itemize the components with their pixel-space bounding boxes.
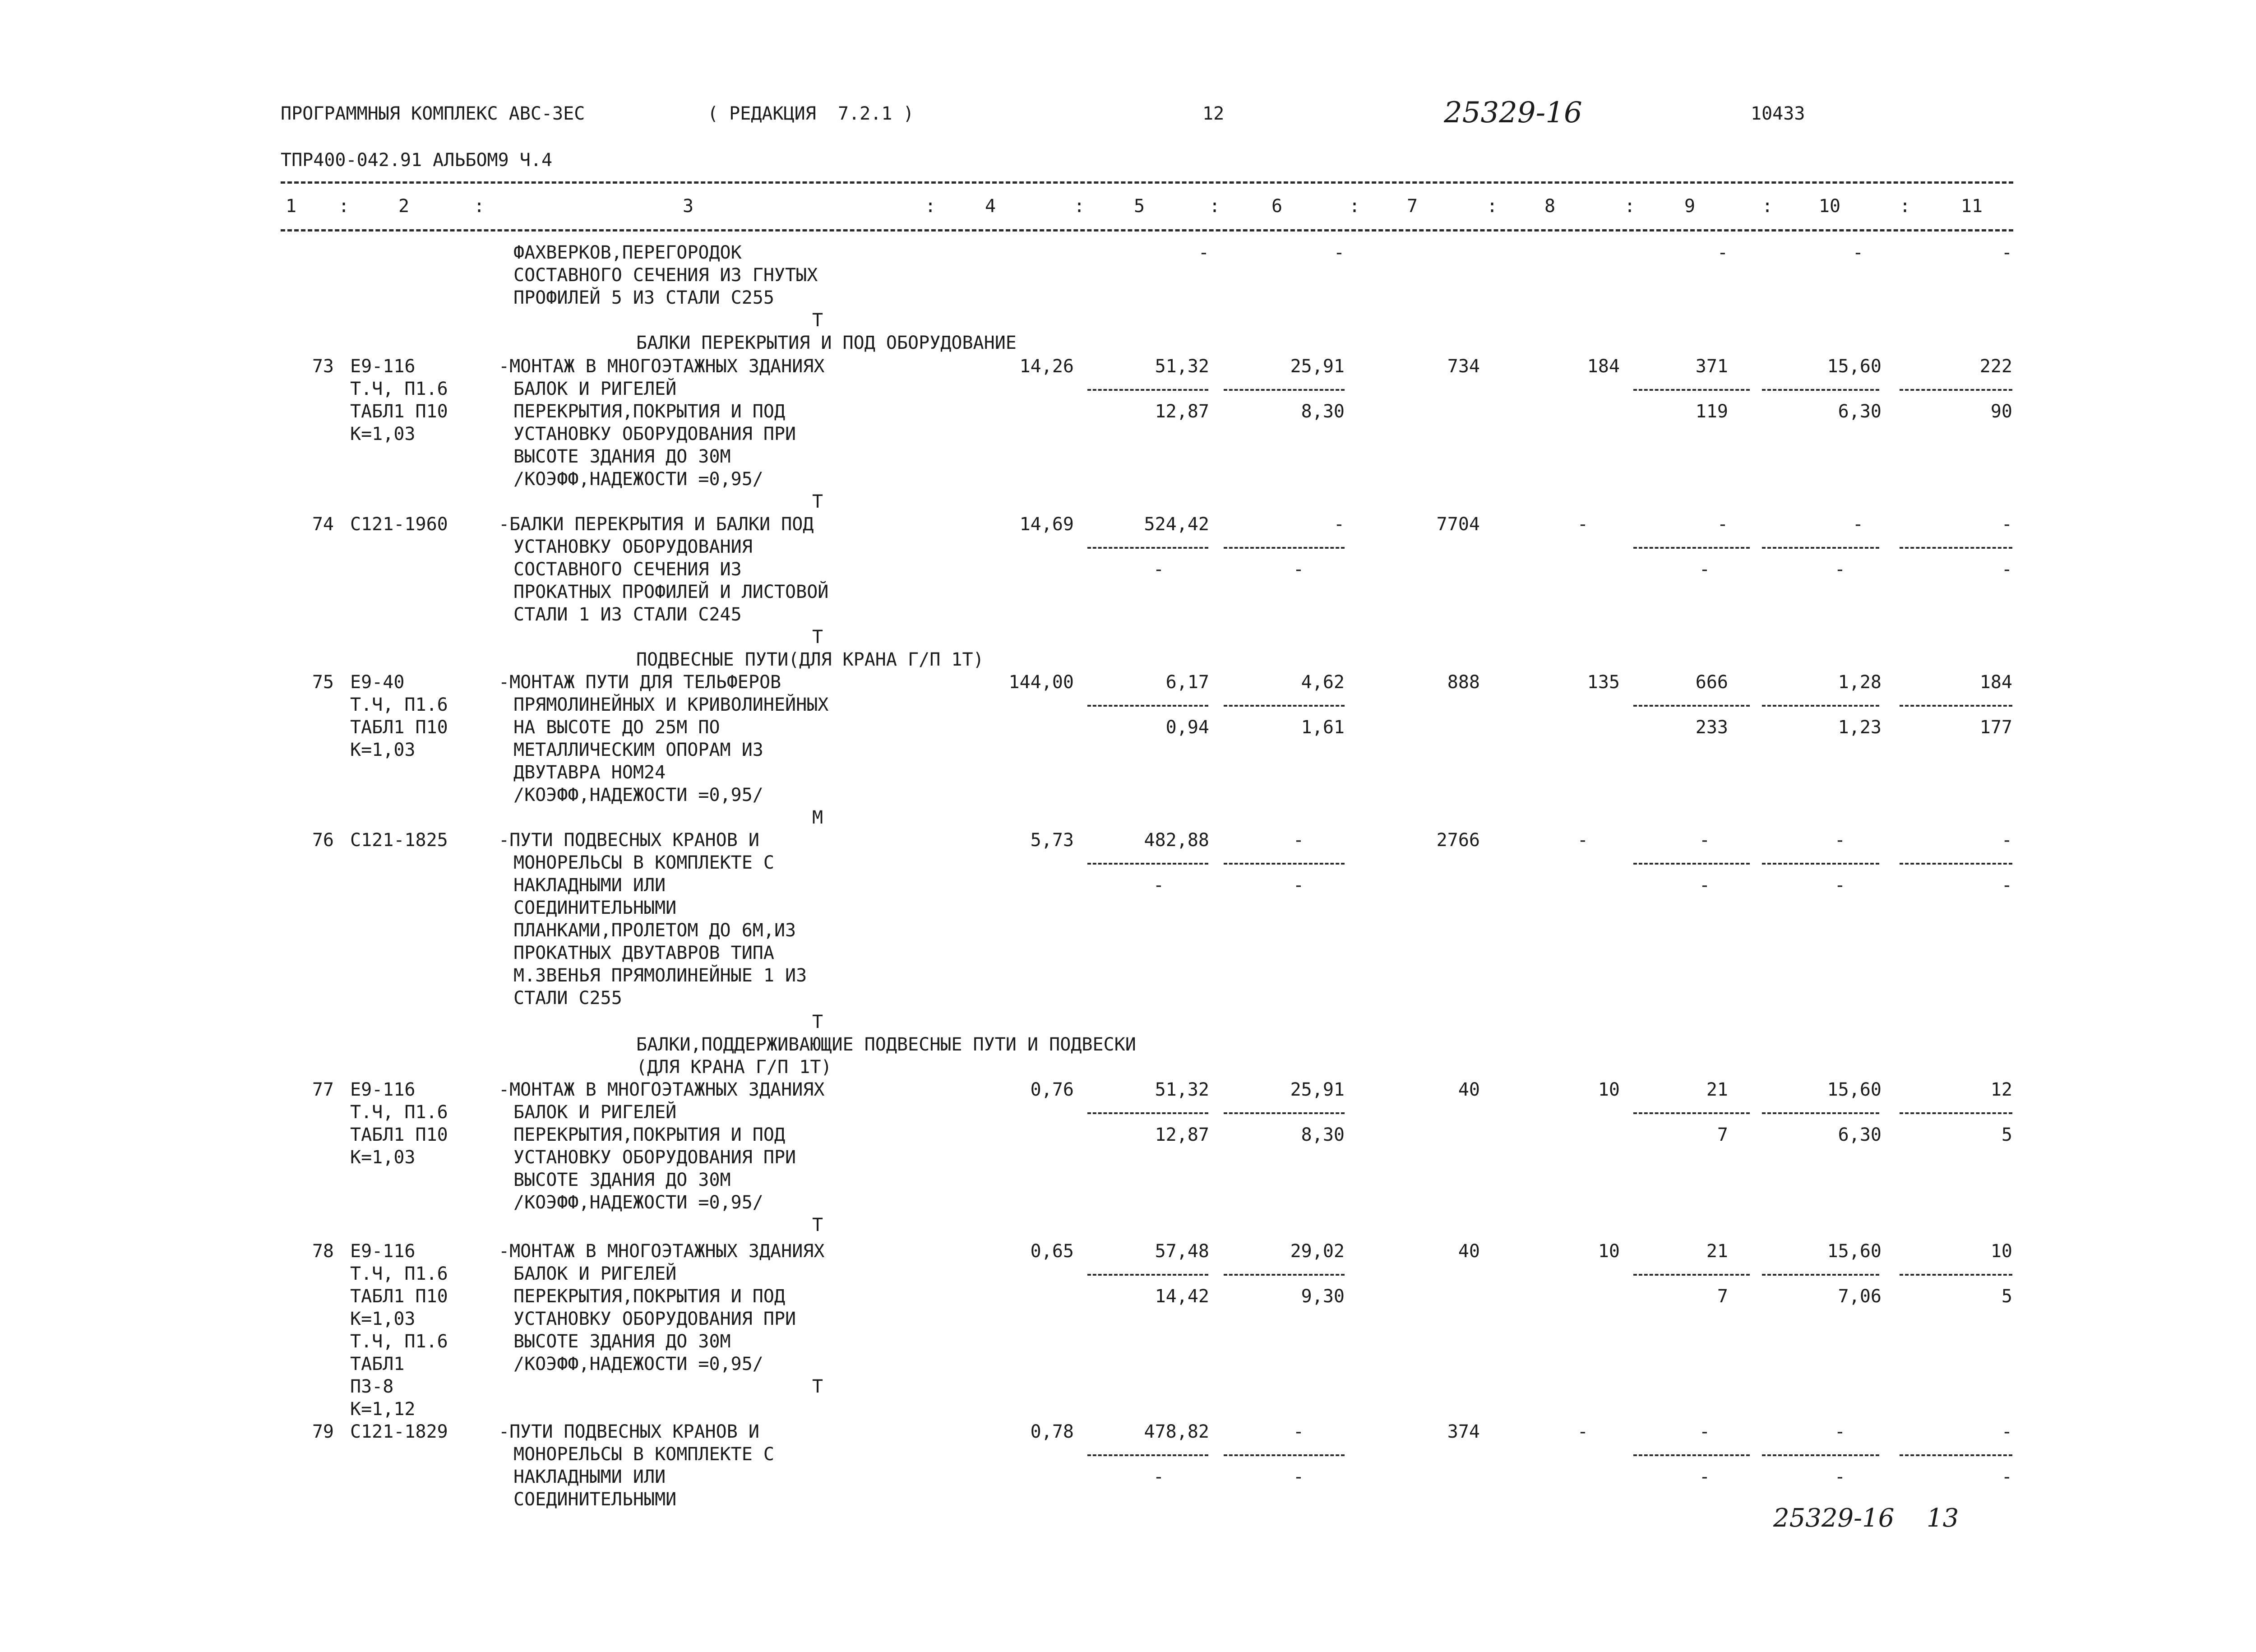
cell-divider xyxy=(1224,705,1345,707)
col-separator: : xyxy=(1762,196,1773,217)
row-number: 79 xyxy=(312,1421,334,1442)
cell-col7: 374 xyxy=(1447,1421,1480,1442)
row-code-line: Е9-40 xyxy=(350,672,405,693)
cell-col6-lower: 8,30 xyxy=(1301,401,1345,422)
row-code-line: Т.Ч, П1.6 xyxy=(350,379,448,399)
cell-col8: 135 xyxy=(1587,672,1620,693)
cell-col10: 1,28 xyxy=(1838,672,1882,693)
row-description-line: -МОНТАЖ В МНОГОЭТАЖНЫХ ЗДАНИЯХ xyxy=(499,1079,825,1100)
cell-col5-lower: 12,87 xyxy=(1155,1124,1209,1145)
cell-divider xyxy=(1224,1454,1345,1456)
row-description-line: ПЕРЕКРЫТИЯ,ПОКРЫТИЯ И ПОД xyxy=(513,401,786,422)
album-reference: ТПР400-042.91 АЛЬБОМ9 Ч.4 xyxy=(281,150,553,171)
row-code-line: К=1,03 xyxy=(350,1309,416,1329)
cell-divider xyxy=(1633,1112,1750,1114)
col-separator: : xyxy=(1209,196,1220,217)
cell-col10: 15,60 xyxy=(1827,1241,1882,1262)
row-description-line: /КОЭФФ,НАДЕЖОСТИ =0,95/ xyxy=(513,1354,763,1374)
row-description-line: УСТАНОВКУ ОБОРУДОВАНИЯ ПРИ xyxy=(513,1309,796,1329)
cell-col7: 40 xyxy=(1458,1079,1480,1100)
cell-col5: 524,42 xyxy=(1144,514,1209,535)
cell-col5-lower: - xyxy=(1153,875,1164,896)
col-header: 6 xyxy=(1271,196,1283,217)
row-description-line: /КОЭФФ,НАДЕЖОСТИ =0,95/ xyxy=(513,785,763,805)
row-description-line: ДВУТАВРА НОМ24 xyxy=(513,762,666,783)
row-code-line: Т.Ч, П1.6 xyxy=(350,1331,448,1352)
row-description-line: МОНОРЕЛЬСЫ В КОМПЛЕКТЕ С xyxy=(513,852,774,873)
cell-divider xyxy=(1900,547,2012,549)
cell-col6: - xyxy=(1333,514,1345,535)
row-description-line: МОНОРЕЛЬСЫ В КОМПЛЕКТЕ С xyxy=(513,1444,774,1465)
cell-col5: 6,17 xyxy=(1165,672,1209,693)
col-header: 7 xyxy=(1406,196,1418,217)
cell-col9-lower: 7 xyxy=(1717,1124,1728,1145)
cell-col11: 12 xyxy=(1990,1079,2012,1100)
cell-divider xyxy=(1900,389,2012,391)
cell-col10-lower: 7,06 xyxy=(1838,1286,1882,1307)
row-description-line: -ПУТИ ПОДВЕСНЫХ КРАНОВ И xyxy=(499,830,759,851)
cell-col8: 184 xyxy=(1587,356,1620,377)
col-separator: : xyxy=(925,196,936,217)
col-header: 9 xyxy=(1684,196,1696,217)
row-marker: Т xyxy=(812,1012,823,1032)
row-description-line: ПЛАНКАМИ,ПРОЛЕТОМ ДО 6М,ИЗ xyxy=(513,920,796,941)
row-description-line: ПРОКАТНЫХ ПРОФИЛЕЙ И ЛИСТОВОЙ xyxy=(513,582,829,602)
cell-divider xyxy=(1633,1454,1750,1456)
row-description-line: НА ВЫСОТЕ ДО 25М ПО xyxy=(513,717,720,738)
row-description-line: М.ЗВЕНЬЯ ПРЯМОЛИНЕЙНЫЕ 1 ИЗ xyxy=(513,965,807,986)
cell-col9-lower: 7 xyxy=(1717,1286,1728,1307)
col-header: 3 xyxy=(682,196,694,217)
cell-divider xyxy=(1633,705,1750,707)
cell-divider xyxy=(1087,1112,1208,1114)
cell-col6: 29,02 xyxy=(1290,1241,1345,1262)
row-number: 75 xyxy=(312,672,334,693)
cell-col9: - xyxy=(1717,242,1728,263)
col-header: 10 xyxy=(1818,196,1841,217)
cell-col7: 888 xyxy=(1447,672,1480,693)
row-description-line: -ПУТИ ПОДВЕСНЫХ КРАНОВ И xyxy=(499,1421,759,1442)
cell-col6: 25,91 xyxy=(1290,356,1345,377)
cell-divider xyxy=(1762,1274,1879,1276)
page-number: 12 xyxy=(1202,103,1225,124)
col-separator: : xyxy=(1624,196,1636,217)
row-code-line: К=1,12 xyxy=(350,1399,416,1420)
handwritten-footer-code: 25329-16 xyxy=(1773,1504,1895,1533)
col-separator: : xyxy=(1074,196,1085,217)
cell-divider xyxy=(1762,389,1879,391)
cell-col11: - xyxy=(2001,242,2012,263)
cell-col11: 10 xyxy=(1990,1241,2012,1262)
row-description-line: -МОНТАЖ ПУТИ ДЛЯ ТЕЛЬФЕРОВ xyxy=(499,672,781,693)
row-number: 74 xyxy=(312,514,334,535)
cell-col7: 734 xyxy=(1447,356,1480,377)
cell-divider xyxy=(1224,389,1345,391)
cell-col7: 2766 xyxy=(1436,830,1480,851)
cell-col6: - xyxy=(1293,830,1304,851)
cell-divider xyxy=(1900,1112,2012,1114)
cell-col9-lower: - xyxy=(1699,1467,1710,1487)
row-code-line: К=1,03 xyxy=(350,1147,416,1168)
section-title: ПОДВЕСНЫЕ ПУТИ(ДЛЯ КРАНА Г/П 1Т) xyxy=(636,649,984,670)
row-number: 77 xyxy=(312,1079,334,1100)
cell-col8: - xyxy=(1577,1421,1588,1442)
cell-col9-lower: 119 xyxy=(1695,401,1728,422)
col-header: 5 xyxy=(1133,196,1145,217)
cell-col11-lower: 177 xyxy=(1979,717,2012,738)
section-title: БАЛКИ,ПОДДЕРЖИВАЮЩИЕ ПОДВЕСНЫЕ ПУТИ И ПОДВЕСКИ xyxy=(636,1034,1136,1055)
row-code-line: С121-1960 xyxy=(350,514,448,535)
cell-divider xyxy=(1762,547,1879,549)
col-separator: : xyxy=(338,196,350,217)
cell-col10-lower: 6,30 xyxy=(1838,1124,1882,1145)
cell-col4: 0,65 xyxy=(1030,1241,1074,1262)
row-description-line: /КОЭФФ,НАДЕЖОСТИ =0,95/ xyxy=(513,1192,763,1213)
cell-col11: - xyxy=(2001,514,2012,535)
cell-divider xyxy=(1762,863,1879,865)
row-description-line: СТАЛИ С255 xyxy=(513,988,622,1009)
row-description-line: ВЫСОТЕ ЗДАНИЯ ДО 30М xyxy=(513,1331,731,1352)
col-header: 4 xyxy=(985,196,996,217)
cell-col6: 25,91 xyxy=(1290,1079,1345,1100)
cell-col5-lower: - xyxy=(1153,1467,1164,1487)
row-code-line: ТАБЛ1 П10 xyxy=(350,717,448,738)
cell-divider xyxy=(1087,1454,1208,1456)
cell-col6-lower: - xyxy=(1293,875,1304,896)
cell-col11: - xyxy=(2001,1421,2012,1442)
cell-divider xyxy=(1087,1274,1208,1276)
cell-col4: 0,76 xyxy=(1030,1079,1074,1100)
cell-divider xyxy=(1224,1274,1345,1276)
row-description-line: -БАЛКИ ПЕРЕКРЫТИЯ И БАЛКИ ПОД xyxy=(499,514,814,535)
cell-col10: - xyxy=(1852,242,1863,263)
cell-divider xyxy=(1087,705,1208,707)
col-separator: : xyxy=(1487,196,1498,217)
cell-col10: - xyxy=(1834,830,1845,851)
cell-col10-lower: 1,23 xyxy=(1838,717,1882,738)
cell-divider xyxy=(1224,1112,1345,1114)
row-description-line: ПРЯМОЛИНЕЙНЫХ И КРИВОЛИНЕЙНЫХ xyxy=(513,694,829,715)
cell-col7: 7704 xyxy=(1436,514,1480,535)
row-code-line: К=1,03 xyxy=(350,424,416,444)
cell-divider xyxy=(1762,705,1879,707)
col-separator: : xyxy=(474,196,485,217)
cell-col11-lower: 90 xyxy=(1990,401,2012,422)
cell-col11-lower: - xyxy=(2001,559,2012,580)
cell-divider xyxy=(1087,863,1208,865)
entry-marker: Т xyxy=(812,310,823,331)
row-description-line: ВЫСОТЕ ЗДАНИЯ ДО 30М xyxy=(513,446,731,467)
cell-divider xyxy=(1224,547,1345,549)
row-marker: Т xyxy=(812,491,823,512)
row-description-line: СОЕДИНИТЕЛЬНЫМИ xyxy=(513,1489,677,1510)
row-description-line: БАЛОК И РИГЕЛЕЙ xyxy=(513,1263,677,1284)
cell-col5-lower: 12,87 xyxy=(1155,401,1209,422)
entry-description-line: СОСТАВНОГО СЕЧЕНИЯ ИЗ ГНУТЫХ xyxy=(513,265,818,286)
cell-col5: 57,48 xyxy=(1155,1241,1209,1262)
cell-divider xyxy=(1087,547,1208,549)
cell-col6-lower: - xyxy=(1293,1467,1304,1487)
cell-col9: 21 xyxy=(1706,1241,1728,1262)
row-marker: Т xyxy=(812,1376,823,1397)
cell-col8: - xyxy=(1577,830,1588,851)
row-description-line: ПЕРЕКРЫТИЯ,ПОКРЫТИЯ И ПОД xyxy=(513,1286,786,1307)
cell-col4: 14,26 xyxy=(1019,356,1074,377)
cell-col6: 4,62 xyxy=(1301,672,1345,693)
cell-divider xyxy=(1762,1454,1879,1456)
cell-col6: - xyxy=(1333,242,1345,263)
cell-col9: 666 xyxy=(1695,672,1728,693)
row-code-line: Т.Ч, П1.6 xyxy=(350,694,448,715)
row-description-line: БАЛОК И РИГЕЛЕЙ xyxy=(513,1102,677,1123)
row-code-line: Т.Ч, П1.6 xyxy=(350,1263,448,1284)
cell-col6-lower: 9,30 xyxy=(1301,1286,1345,1307)
cell-col5-lower: - xyxy=(1153,559,1164,580)
row-code-line: П3-8 xyxy=(350,1376,394,1397)
cell-col9: 21 xyxy=(1706,1079,1728,1100)
cell-col4: 0,78 xyxy=(1030,1421,1074,1442)
row-number: 78 xyxy=(312,1241,334,1262)
row-description-line: УСТАНОВКУ ОБОРУДОВАНИЯ ПРИ xyxy=(513,1147,796,1168)
cell-col8: - xyxy=(1577,514,1588,535)
cell-col9: - xyxy=(1717,514,1728,535)
cell-col6-lower: 1,61 xyxy=(1301,717,1345,738)
row-code-line: С121-1829 xyxy=(350,1421,448,1442)
cell-divider xyxy=(1900,1454,2012,1456)
cell-col11: 184 xyxy=(1979,672,2012,693)
cell-col6-lower: - xyxy=(1293,559,1304,580)
cell-divider xyxy=(1087,389,1208,391)
row-number: 73 xyxy=(312,356,334,377)
program-edition: ( РЕДАКЦИЯ 7.2.1 ) xyxy=(707,103,914,124)
col-separator: : xyxy=(1900,196,1911,217)
row-code-line: К=1,03 xyxy=(350,740,416,760)
cell-col11: 222 xyxy=(1979,356,2012,377)
section-title: БАЛКИ ПЕРЕКРЫТИЯ И ПОД ОБОРУДОВАНИЕ xyxy=(636,333,1017,353)
cell-col11-lower: - xyxy=(2001,1467,2012,1487)
cell-col10: 15,60 xyxy=(1827,1079,1882,1100)
row-description-line: УСТАНОВКУ ОБОРУДОВАНИЯ xyxy=(513,537,753,557)
cell-divider xyxy=(1900,705,2012,707)
cell-col4: 144,00 xyxy=(1008,672,1074,693)
cell-col11-lower: - xyxy=(2001,875,2012,896)
entry-description-line: ФАХВЕРКОВ,ПЕРЕГОРОДОК xyxy=(513,242,742,263)
cell-divider xyxy=(1224,863,1345,865)
cell-col8: 10 xyxy=(1598,1241,1620,1262)
entry-description-line: ПРОФИЛЕЙ 5 ИЗ СТАЛИ С255 xyxy=(513,287,774,308)
row-code-line: Е9-116 xyxy=(350,1079,416,1100)
row-code-line: Т.Ч, П1.6 xyxy=(350,1102,448,1123)
cell-col5: 482,88 xyxy=(1144,830,1209,851)
cell-col9: - xyxy=(1699,1421,1710,1442)
cell-col5: 51,32 xyxy=(1155,1079,1209,1100)
col-separator: : xyxy=(1349,196,1360,217)
col-header: 1 xyxy=(285,196,297,217)
cell-col6: - xyxy=(1293,1421,1304,1442)
cell-col11: - xyxy=(2001,830,2012,851)
cell-col5: - xyxy=(1198,242,1209,263)
handwritten-footer-page: 13 xyxy=(1927,1504,1959,1533)
cell-col7: 40 xyxy=(1458,1241,1480,1262)
cell-col6-lower: 8,30 xyxy=(1301,1124,1345,1145)
row-description-line: -МОНТАЖ В МНОГОЭТАЖНЫХ ЗДАНИЯХ xyxy=(499,356,825,377)
cell-divider xyxy=(1762,1112,1879,1114)
row-code-line: Е9-116 xyxy=(350,356,416,377)
document-number: 10433 xyxy=(1751,103,1805,124)
row-code-line: С121-1825 xyxy=(350,830,448,851)
row-description-line: НАКЛАДНЫМИ ИЛИ xyxy=(513,1467,666,1487)
cell-col9-lower: - xyxy=(1699,875,1710,896)
cell-col5: 478,82 xyxy=(1144,1421,1209,1442)
section-subtitle: (ДЛЯ КРАНА Г/П 1Т) xyxy=(636,1057,832,1078)
row-code-line: ТАБЛ1 П10 xyxy=(350,1286,448,1307)
row-description-line: БАЛОК И РИГЕЛЕЙ xyxy=(513,379,677,399)
cell-col11-lower: 5 xyxy=(2001,1286,2012,1307)
row-code-line: Е9-116 xyxy=(350,1241,416,1262)
row-marker: Т xyxy=(812,627,823,648)
cell-col10: 15,60 xyxy=(1827,356,1882,377)
cell-col10: - xyxy=(1834,1421,1845,1442)
handwritten-doc-code: 25329-16 xyxy=(1444,96,1582,130)
cell-divider xyxy=(1633,1274,1750,1276)
row-description-line: МЕТАЛЛИЧЕСКИМ ОПОРАМ ИЗ xyxy=(513,740,763,760)
cell-col10-lower: - xyxy=(1834,1467,1845,1487)
cell-col5: 51,32 xyxy=(1155,356,1209,377)
row-description-line: СТАЛИ 1 ИЗ СТАЛИ С245 xyxy=(513,604,742,625)
cell-divider xyxy=(1633,547,1750,549)
row-code-line: ТАБЛ1 xyxy=(350,1354,405,1374)
cell-col4: 5,73 xyxy=(1030,830,1074,851)
cell-col9-lower: - xyxy=(1699,559,1710,580)
row-code-line: ТАБЛ1 П10 xyxy=(350,1124,448,1145)
cell-col8: 10 xyxy=(1598,1079,1620,1100)
cell-divider xyxy=(1633,863,1750,865)
row-code-line: ТАБЛ1 П10 xyxy=(350,401,448,422)
row-description-line: /КОЭФФ,НАДЕЖОСТИ =0,95/ xyxy=(513,469,763,490)
cell-divider xyxy=(1900,1274,2012,1276)
row-description-line: ПЕРЕКРЫТИЯ,ПОКРЫТИЯ И ПОД xyxy=(513,1124,786,1145)
cell-col9-lower: 233 xyxy=(1695,717,1728,738)
row-description-line: ВЫСОТЕ ЗДАНИЯ ДО 30М xyxy=(513,1170,731,1190)
row-description-line: СОЕДИНИТЕЛЬНЫМИ xyxy=(513,898,677,918)
cell-col9: 371 xyxy=(1695,356,1728,377)
table-header-rule xyxy=(281,229,2013,231)
row-description-line: СОСТАВНОГО СЕЧЕНИЯ ИЗ xyxy=(513,559,742,580)
col-header: 11 xyxy=(1960,196,1983,217)
cell-col5-lower: 14,42 xyxy=(1155,1286,1209,1307)
row-description-line: УСТАНОВКУ ОБОРУДОВАНИЯ ПРИ xyxy=(513,424,796,444)
cell-col10-lower: 6,30 xyxy=(1838,401,1882,422)
cell-col10-lower: - xyxy=(1834,559,1845,580)
cell-col4: 14,69 xyxy=(1019,514,1074,535)
cell-divider xyxy=(1633,389,1750,391)
cell-col10-lower: - xyxy=(1834,875,1845,896)
program-title: ПРОГРАММНЫЯ КОМПЛЕКС АВС-3ЕС xyxy=(281,103,585,124)
row-number: 76 xyxy=(312,830,334,851)
col-header: 2 xyxy=(398,196,410,217)
cell-col9: - xyxy=(1699,830,1710,851)
row-description-line: НАКЛАДНЫМИ ИЛИ xyxy=(513,875,666,896)
row-description-line: ПРОКАТНЫХ ДВУТАВРОВ ТИПА xyxy=(513,943,774,963)
col-header: 8 xyxy=(1544,196,1556,217)
table-top-rule xyxy=(281,181,2013,184)
cell-col11-lower: 5 xyxy=(2001,1124,2012,1145)
row-marker: Т xyxy=(812,1215,823,1236)
row-description-line: -МОНТАЖ В МНОГОЭТАЖНЫХ ЗДАНИЯХ xyxy=(499,1241,825,1262)
cell-col5-lower: 0,94 xyxy=(1165,717,1209,738)
cell-divider xyxy=(1900,863,2012,865)
row-marker: М xyxy=(812,807,823,828)
cell-col10: - xyxy=(1852,514,1863,535)
